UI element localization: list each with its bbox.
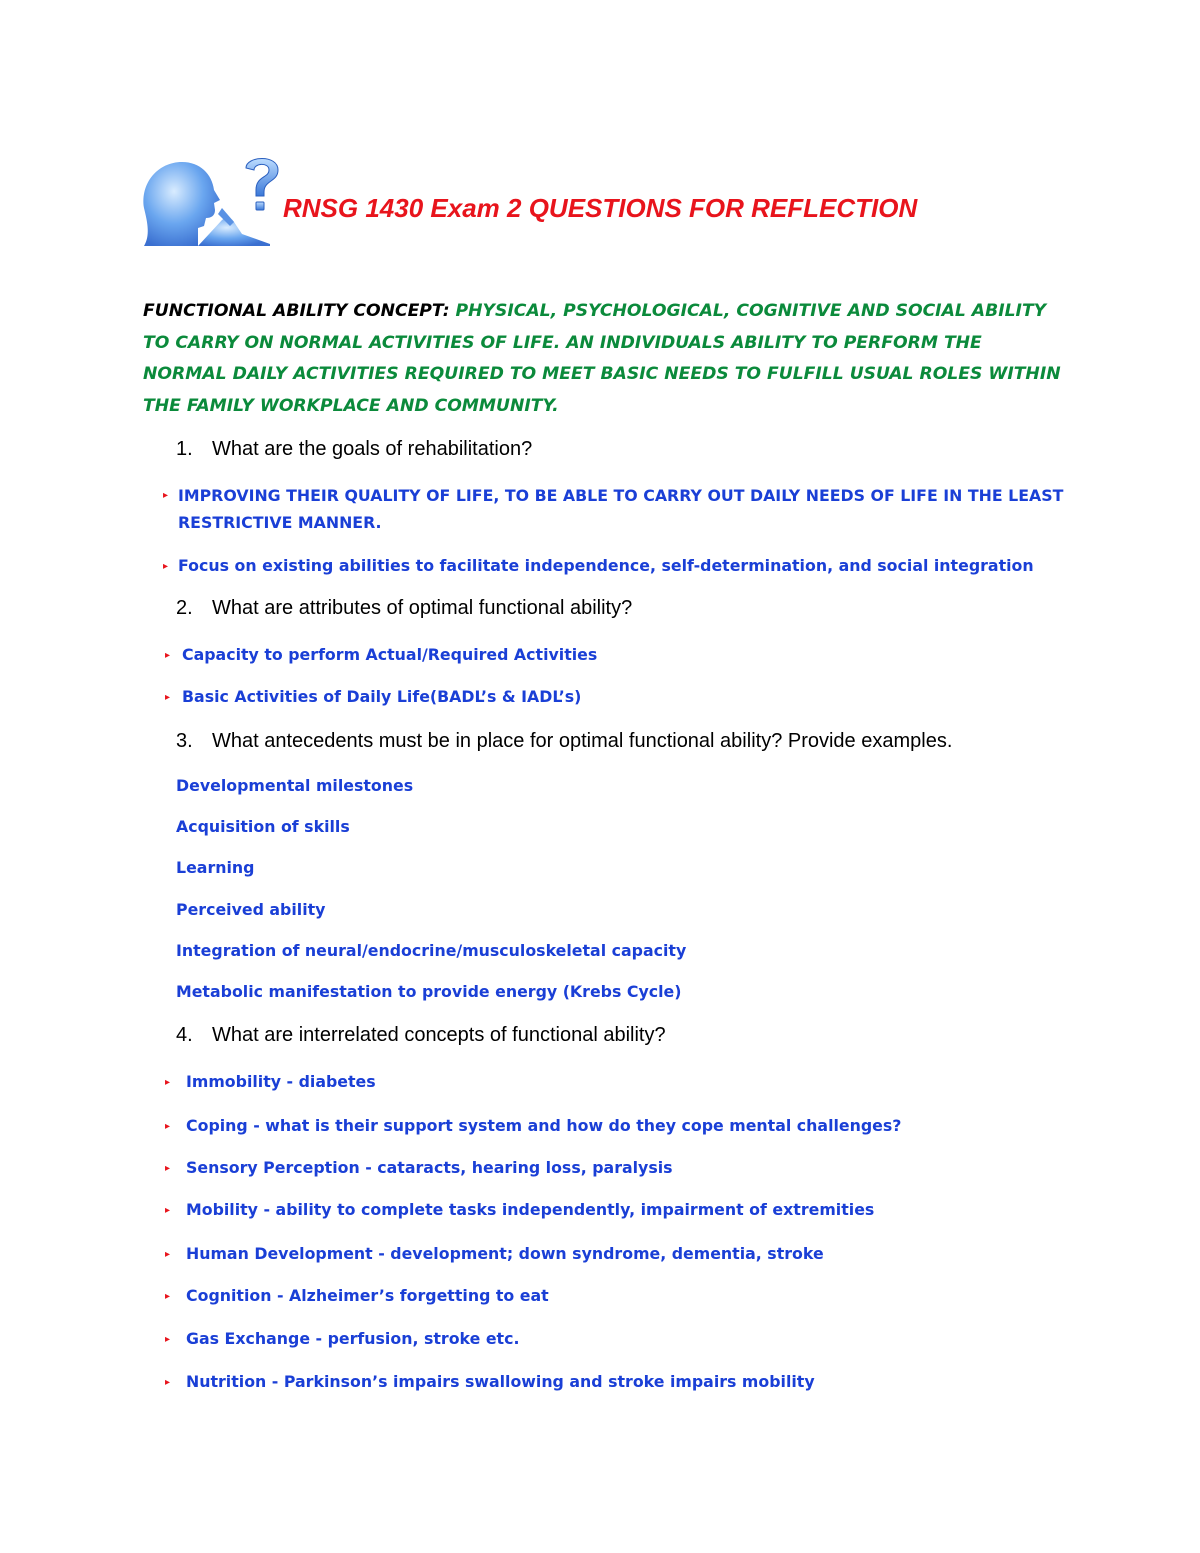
bullet-icon: ▸ <box>165 1291 171 1302</box>
question-number: 3. <box>176 730 193 752</box>
bullet-icon: ▸ <box>165 1334 171 1345</box>
question-text: What are the goals of rehabilitation? <box>212 438 533 460</box>
list-item: IMPROVING THEIR QUALITY OF LIFE, TO BE ABLE TO CARRY OUT DAILY NEEDS OF LIFE IN THE LEAST RESTRICTIVE MANNER. <box>178 486 1064 532</box>
thinking-head-question-icon <box>138 148 280 248</box>
list-item: Capacity to perform Actual/Required Activities <box>182 645 598 664</box>
list-item: Human Development - development; down syndrome, dementia, stroke <box>186 1244 824 1263</box>
bullet-icon: ▸ <box>165 1163 171 1174</box>
concept-text: PHYSICAL, PSYCHOLOGICAL, COGNITIVE AND SOCIAL ABILITY TO CARRY ON NORMAL ACTIVITIES OF LIFE. AN INDIVIDUALS ABILITY TO PERFORM THE NORMAL DAILY ACTIVITIES REQUIRED TO MEET BASIC NEEDS TO FULFILL USUAL ROLES WITHIN THE FAMILY WORKPLACE AND COMMUNITY. <box>143 301 1061 416</box>
question-number: 1. <box>176 438 193 460</box>
question-4 <box>176 1024 666 1047</box>
list-item: Sensory Perception - cataracts, hearing loss, paralysis <box>186 1158 673 1177</box>
bullet-icon: ▸ <box>165 1077 171 1088</box>
list-item: Basic Activities of Daily Life(BADL’s & IADL’s) <box>182 687 582 706</box>
bullet-icon: ▸ <box>163 490 169 501</box>
bullet-icon: ▸ <box>163 561 169 572</box>
list-item: Perceived ability <box>176 900 326 919</box>
list-item: Coping - what is their support system and how do they cope mental challenges? <box>186 1116 902 1135</box>
question-text: What antecedents must be in place for optimal functional ability? Provide examples. <box>212 730 953 752</box>
bullet-icon: ▸ <box>165 1377 171 1388</box>
concept-lead: FUNCTIONAL ABILITY CONCEPT: <box>143 301 456 321</box>
bullet-icon: ▸ <box>165 1205 171 1216</box>
bullet-icon: ▸ <box>165 1249 171 1260</box>
list-item: Focus on existing abilities to facilitate independence, self-determination, and social integration <box>178 556 1034 575</box>
question-text: What are interrelated concepts of functional ability? <box>212 1024 666 1046</box>
bullet-icon: ▸ <box>165 650 171 661</box>
list-item: Gas Exchange - perfusion, stroke etc. <box>186 1329 520 1348</box>
page-title: RNSG 1430 Exam 2 QUESTIONS FOR REFLECTION <box>283 193 918 223</box>
question-1 <box>176 438 532 461</box>
question-2 <box>176 597 632 620</box>
concept-definition <box>143 296 1063 422</box>
question-3 <box>176 730 952 753</box>
list-item: Immobility - diabetes <box>186 1072 376 1091</box>
list-item: Developmental milestones <box>176 776 414 795</box>
question-text: What are attributes of optimal functional ability? <box>212 597 633 619</box>
list-item: Learning <box>176 858 255 877</box>
list-item: Integration of neural/endocrine/musculoskeletal capacity <box>176 941 687 960</box>
bullet-icon: ▸ <box>165 1121 171 1132</box>
list-item: Nutrition - Parkinson’s impairs swallowing and stroke impairs mobility <box>186 1372 815 1391</box>
list-item: Metabolic manifestation to provide energy (Krebs Cycle) <box>176 982 682 1001</box>
list-item: Cognition - Alzheimer’s forgetting to eat <box>186 1286 549 1305</box>
question-number: 2. <box>176 597 193 619</box>
list-item: Acquisition of skills <box>176 817 350 836</box>
list-item: Mobility - ability to complete tasks independently, impairment of extremities <box>186 1200 875 1219</box>
question-number: 4. <box>176 1024 193 1046</box>
bullet-icon: ▸ <box>165 692 171 703</box>
